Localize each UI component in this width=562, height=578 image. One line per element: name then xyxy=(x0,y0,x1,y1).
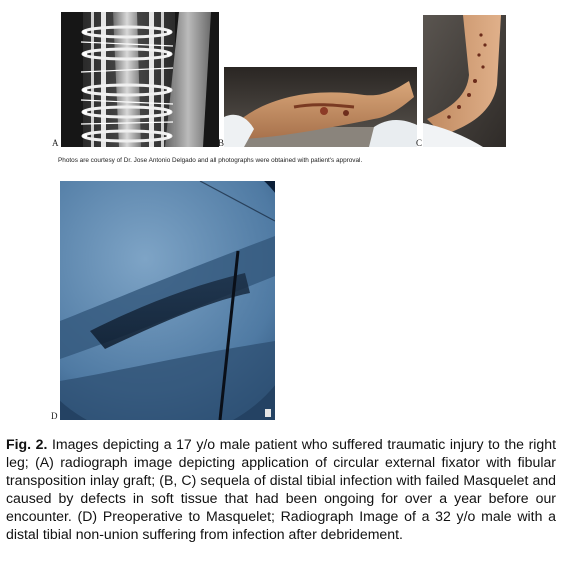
panel-a-label: A xyxy=(52,138,59,148)
leg-wound-photo-image xyxy=(224,67,417,147)
fixator-radiograph-image xyxy=(61,12,219,147)
panel-a-xray xyxy=(61,12,219,147)
figure-caption-text: Images depicting a 17 y/o male patient who suffered traumatic injury to the right leg; (A) radiograph image depicting application of circular external fixator with fibular transposition inlay graft; (B, C) sequela of distal tibial infection with failed Masquelet and caused by defects in soft tissue that had been ongoing for over a year before our encounter. (D) Preoperative to Masquelet; Radiograph Image of a 32 y/o male with a distal tibial non-union suffering from infection after debridement. xyxy=(6,436,556,543)
leg-sutures-photo-image xyxy=(423,15,506,147)
fluoroscopy-image xyxy=(60,181,275,420)
photo-credit: Photos are courtesy of Dr. Jose Antonio Delgado and all photographs were obtained with patient's approval. xyxy=(58,157,363,164)
panel-b-label: B xyxy=(218,138,225,148)
panel-d-label: D xyxy=(51,411,58,421)
panel-c-label: C xyxy=(416,138,423,148)
figure-caption xyxy=(6,435,556,544)
panel-c-photo xyxy=(423,15,506,147)
panel-d-fluoroscopy xyxy=(60,181,275,420)
figure-caption-label: Fig. 2. xyxy=(6,436,48,452)
panel-b-photo xyxy=(224,67,417,147)
